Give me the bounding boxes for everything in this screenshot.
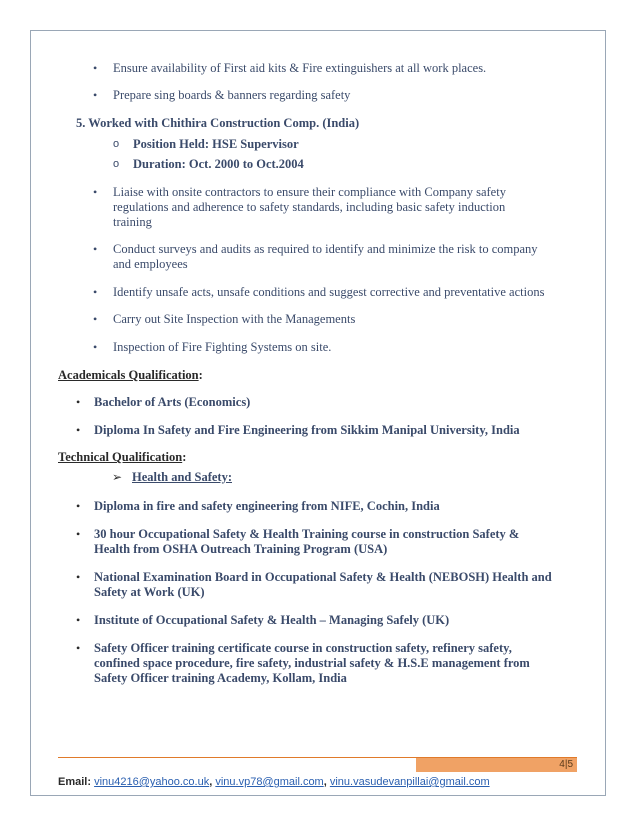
duty-item-line: Identify unsafe acts, unsafe conditions and suggest corrective and preventative actions	[113, 285, 545, 299]
bullet-icon: •	[93, 340, 98, 354]
bullet-icon: •	[93, 285, 98, 299]
heading-colon: :	[182, 450, 187, 464]
academic-item: Diploma In Safety and Fire Engineering from Sikkim Manipal University, India	[94, 423, 520, 437]
bullet-icon: •	[76, 613, 81, 627]
technical-item-line: Safety Officer training certificate course in construction safety, refinery safety,	[94, 641, 512, 655]
technical-subheading: Health and Safety:	[132, 470, 232, 484]
email-link-gmail-vp78[interactable]: vinu.vp78@gmail.com	[215, 776, 324, 788]
duty-item-line: Conduct surveys and audits as required to identify and minimize the risk to company	[113, 242, 538, 256]
email-separator: ,	[209, 776, 216, 788]
duty-item-line: and employees	[113, 257, 188, 271]
technical-item-line: Safety Officer training Academy, Kollam, India	[94, 671, 347, 685]
technical-item-line: National Examination Board in Occupational Safety & Health (NEBOSH) Health and	[94, 570, 552, 584]
job-position: Position Held: HSE Supervisor	[133, 137, 299, 151]
bullet-icon: •	[93, 312, 98, 326]
bullet-icon: •	[93, 185, 98, 199]
duty-item-line: regulations and adherence to safety standards, including basic safety induction	[113, 200, 506, 214]
email-link-gmail-vasudevanpillai[interactable]: vinu.vasudevanpillai@gmail.com	[329, 776, 490, 788]
academic-item: Bachelor of Arts (Economics)	[94, 395, 251, 409]
technical-item-line: Health from OSHA Outreach Training Program (USA)	[94, 542, 388, 556]
bullet-icon: •	[76, 641, 81, 655]
technical-heading: Technical Qualification	[58, 450, 183, 464]
job-duration: Duration: Oct. 2000 to Oct.2004	[133, 157, 304, 171]
circle-bullet-icon: o	[113, 138, 120, 150]
duty-item-line: Carry out Site Inspection with the Managements	[113, 312, 356, 326]
technical-item-line: Safety at Work (UK)	[94, 585, 205, 599]
academics-heading: Academicals Qualification	[58, 368, 199, 382]
job-heading: 5. Worked with Chithira Construction Comp. (India)	[76, 116, 360, 130]
heading-colon: :	[198, 368, 203, 382]
academics-heading-row	[58, 367, 203, 383]
duty-item-line: training	[113, 215, 152, 229]
bullet-icon: •	[76, 499, 81, 513]
page-number-box	[416, 757, 577, 772]
technical-item-line: Diploma in fire and safety engineering from NIFE, Cochin, India	[94, 499, 440, 513]
bullet-icon: •	[76, 527, 81, 541]
bullet-icon: •	[76, 570, 81, 584]
footer-email-line	[58, 775, 490, 789]
circle-bullet-icon: o	[113, 158, 120, 170]
bullet-icon: •	[76, 395, 81, 409]
technical-heading-row	[58, 449, 186, 465]
page-number: 4|5	[559, 759, 573, 770]
duty-item: Prepare sing boards & banners regarding safety	[113, 88, 351, 102]
technical-item-line: 30 hour Occupational Safety & Health Training course in construction Safety &	[94, 527, 520, 541]
email-separator: ,	[323, 776, 330, 788]
bullet-icon: •	[93, 88, 98, 102]
duty-item-line: Liaise with onsite contractors to ensure their compliance with Company safety	[113, 185, 506, 199]
technical-item-line: Institute of Occupational Safety & Health – Managing Safely (UK)	[94, 613, 450, 627]
email-label: Email:	[58, 776, 92, 788]
technical-item-line: confined space procedure, fire safety, industrial safety & H.S.E management from	[94, 656, 530, 670]
bullet-icon: •	[93, 61, 98, 75]
footer-rule	[58, 757, 416, 758]
email-link-yahoo[interactable]: vinu4216@yahoo.co.uk	[94, 776, 210, 788]
arrow-bullet-icon: ➢	[112, 470, 123, 484]
bullet-icon: •	[93, 242, 98, 256]
duty-item-line: Inspection of Fire Fighting Systems on site.	[113, 340, 332, 354]
duty-item: Ensure availability of First aid kits & Fire extinguishers at all work places.	[113, 61, 487, 75]
bullet-icon: •	[76, 423, 81, 437]
